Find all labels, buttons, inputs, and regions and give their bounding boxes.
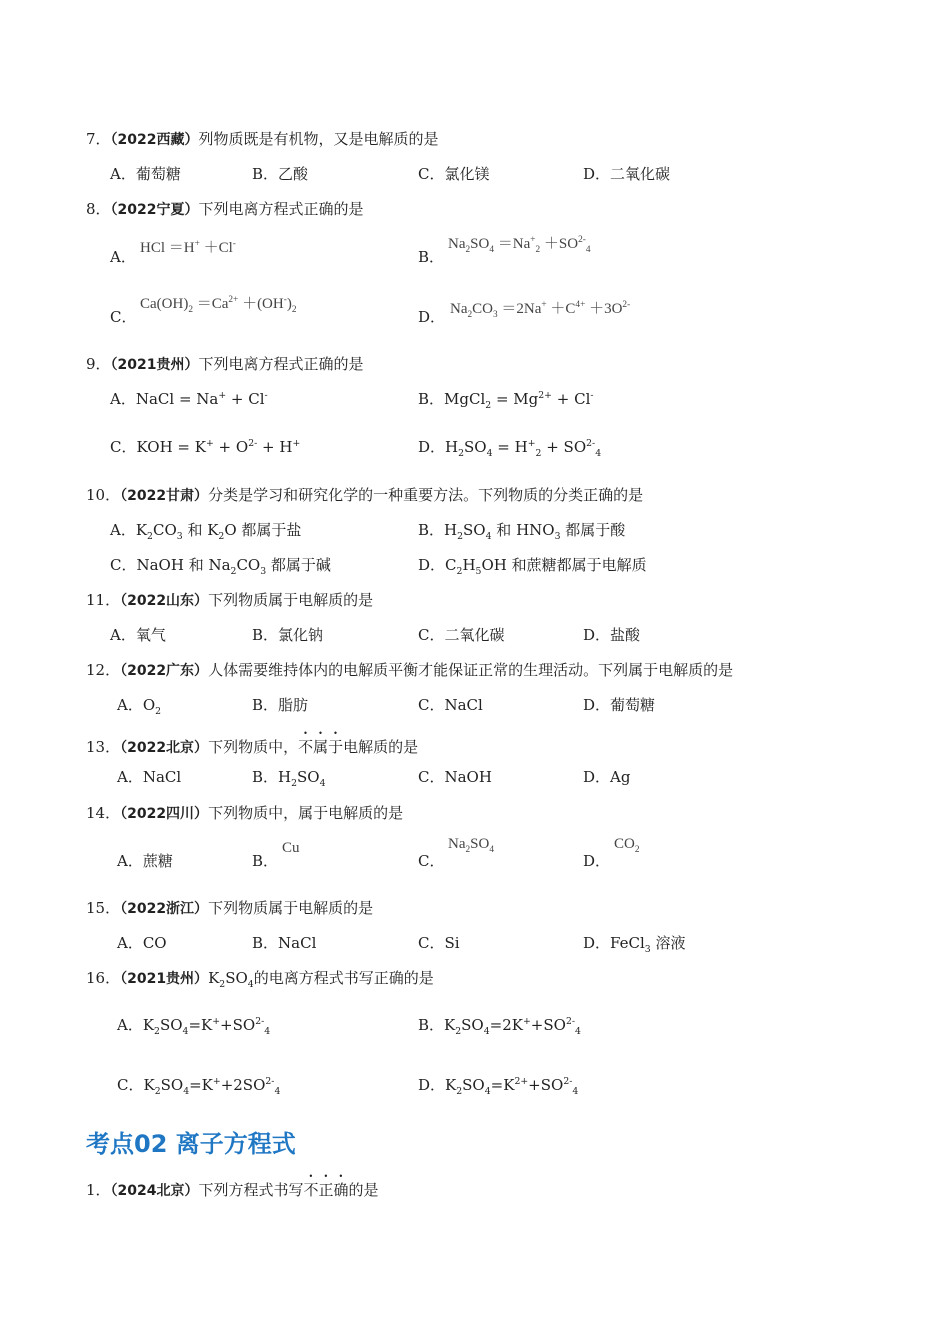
option-c: C．NaOH (418, 768, 492, 786)
option-a: A．葡萄糖 (110, 165, 181, 183)
option-c: C． (110, 308, 137, 326)
option-d: D．二氧化碳 (583, 165, 671, 183)
option-b: B．$H_2SO_4$ 和 $HNO_3$ 都属于酸 (418, 521, 626, 542)
option-a: A．$K_2SO_4=K^++SO^{2-}_4$ (117, 1016, 271, 1037)
question-10: 10．（2022甘肃）分类是学习和研究化学的一种重要方法。下列物质的分类正确的是 (86, 486, 644, 504)
option-b: B．$K_2SO_4=2K^++SO^{2-}_4$ (418, 1016, 581, 1037)
option-b: B．NaCl (252, 934, 317, 952)
option-d: D．$H_2SO_4 = H^+_2 + SO^{2-}_4$ (418, 438, 602, 459)
option-d: D．Ag (583, 768, 631, 786)
option-a: A．CO (117, 934, 167, 952)
option-d: D．$C_2H_5OH$ 和蔗糖都属于电解质 (418, 556, 647, 577)
option-a: A．$O_2$ (117, 696, 162, 717)
option-a: A．蔗糖 (117, 852, 173, 870)
option-c: C．NaCl (418, 696, 483, 714)
option-c: C．Si (418, 934, 460, 952)
option-b: B．$H_2SO_4$ (252, 768, 326, 789)
option-d: D．$K_2SO_4=K^{2+}+SO^{2-}_4$ (418, 1076, 579, 1097)
question-12: 12．（2022广东）人体需要维持体内的电解质平衡才能保证正常的生理活动。下列属于电解质的是 (86, 661, 734, 679)
option-c: C．KOH = $K^+ + O^{2-} + H^+$ (110, 438, 301, 456)
option-a: A．NaCl (117, 768, 182, 786)
question-7: 7．（2022西藏）列物质既是有机物，又是电解质的是 (86, 130, 439, 148)
question-8: 8．（2022宁夏）下列电离方程式正确的是 (86, 200, 364, 218)
question-15: 15．（2022浙江）下列物质属于电解质的是 (86, 899, 374, 917)
section-heading: 考点02 离子方程式 (86, 1130, 296, 1158)
option-a: A．氧气 (110, 626, 166, 644)
option-b: B．乙酸 (252, 165, 309, 183)
equation-c: $Ca(OH)_2 =Ca^{2+} +(OH^-)_2$ (140, 295, 297, 315)
option-c: C．二氧化碳 (418, 626, 505, 644)
emphasis-text: 不正确 (303, 1181, 349, 1199)
question-16: 16．（2021贵州）$K_2SO_4$的电离方程式书写正确的是 (86, 969, 434, 990)
question-9: 9．（2021贵州）下列电离方程式正确的是 (86, 355, 364, 373)
option-d: D． (418, 308, 446, 326)
option-b: B．MgCl$_2$ = $Mg^{2+} + Cl^-$ (418, 390, 594, 411)
option-d: D． (583, 852, 611, 870)
formula-cu: Cu (282, 840, 300, 856)
option-a: A．NaCl = Na+ + Cl- (110, 390, 268, 408)
question-1: 1．（2024北京）下列方程式书写不正确的是 (86, 1181, 379, 1199)
formula-na2so4: $Na_2SO_4$ (448, 836, 494, 855)
option-c: C． (418, 852, 445, 870)
equation-a: HCl ＝H+ ＋Cl- (140, 239, 236, 256)
option-c: C．NaOH 和 $Na_2CO_3$ 都属于碱 (110, 556, 331, 577)
option-b: B．氯化钠 (252, 626, 324, 644)
equation-b: $Na_2SO_4 =Na^+_2 +SO^{2-}_4$ (448, 235, 591, 255)
option-c: C．$K_2SO_4=K^++2SO^{2-}_4$ (117, 1076, 281, 1097)
formula-co2: $CO_2$ (614, 836, 640, 855)
option-d: D．葡萄糖 (583, 696, 656, 714)
emphasis-text: 不属于 (298, 738, 344, 756)
option-d: D．FeCl$_3$ 溶液 (583, 934, 686, 955)
option-b: B． (252, 852, 279, 870)
option-b: B．脂肪 (252, 696, 309, 714)
option-d: D．盐酸 (583, 626, 641, 644)
option-a: A．$K_2CO_3$ 和 $K_2O$ 都属于盐 (110, 521, 302, 542)
option-c: C．氯化镁 (418, 165, 490, 183)
option-a: A． (110, 248, 136, 266)
option-b: B． (418, 248, 445, 266)
equation-d: $Na_2CO_3 =2Na^+ +C^{4+} +3O^{2-}$ (450, 300, 631, 320)
question-14: 14．（2022四川）下列物质中，属于电解质的是 (86, 804, 404, 822)
question-13: 13．（2022北京）下列物质中，不属于电解质的是 (86, 738, 419, 756)
question-11: 11．（2022山东）下列物质属于电解质的是 (86, 591, 374, 609)
